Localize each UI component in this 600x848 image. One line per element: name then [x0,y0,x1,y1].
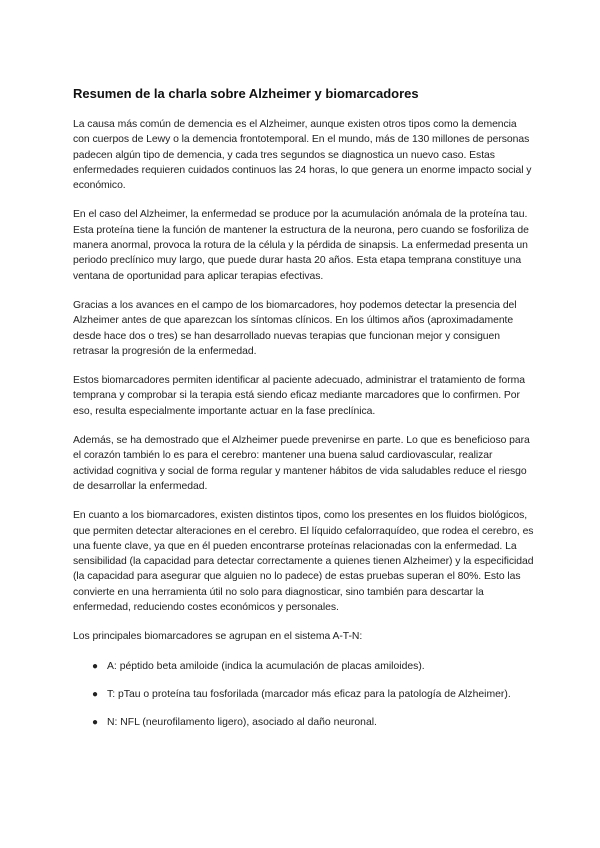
paragraph-prevention: Además, se ha demostrado que el Alzheimer puede prevenirse en parte. Lo que es beneficioso para el corazón también lo es para el cerebro: mantener una buena salud cardiovascular, realizar actividad cognitiva y social de forma regular y mantener hábitos de vida saludables reduce el riesgo de desarrollar la enfermedad. [73,435,530,492]
list-item [73,659,535,674]
paragraph-dementia-overview: La causa más común de demencia es el Alzheimer, aunque existen otros tipos como la demencia con cuerpos de Lewy o la demencia frontotemporal. En el mundo, más de 130 millones de personas padecen algún tipo de demencia, y cada tres segundos se diagnostica un nuevo caso. Estas enfermedades requieren cuidados continuos las 24 horas, lo que genera un enorme impacto social y económico. [73,119,532,192]
paragraph-tau-protein: En el caso del Alzheimer, la enfermedad se produce por la acumulación anómala de la proteína tau. Esta proteína tiene la función de mantener la estructura de la neurona, pero cuando se fosforiliza de manera anormal, provoca la rotura de la célula y la pérdida de sinapsis. La enfermedad presenta un periodo preclínico muy largo, que puede durar hasta 20 años. Esta etapa temprana constituye una ventana de oportunidad para aplicar terapias efectivas. [73,209,529,282]
paragraph-atn-intro: Los principales biomarcadores se agrupan en el sistema A-T-N: [73,631,363,643]
list-item [73,715,535,730]
list-item-text: A: péptido beta amiloide (indica la acumulación de placas amiloides). [107,660,425,672]
document-title: Resumen de la charla sobre Alzheimer y biomarcadores [73,86,419,101]
list-item [73,687,535,702]
bullet-icon: ● [92,660,99,672]
list-item-text: N: NFL (neurofilamento ligero), asociado al daño neuronal. [107,717,377,729]
bullet-icon: ● [92,717,99,729]
paragraph-patient-identification: Estos biomarcadores permiten identificar al paciente adecuado, administrar el tratamiento de forma temprana y comprobar si la terapia está siendo eficaz mediante marcadores que lo confirmen. Por eso, resulta especialmente importante actuar en la fase preclínica. [73,375,525,417]
paragraph-biomarker-advances: Gracias a los avances en el campo de los biomarcadores, hoy podemos detectar la presencia del Alzheimer antes de que aparezcan los síntomas clínicos. En los últimos años (aproximadamente desde hace dos o tres) se han desarrollado nuevas terapias que funcionan mejor y consiguen retrasar la progresión de la enfermedad. [73,299,517,357]
paragraph-fluid-biomarkers: En cuanto a los biomarcadores, existen distintos tipos, como los presentes en los fluidos biológicos, que permiten detectar alteraciones en el cerebro. El líquido cefalorraquídeo, que rodea el cerebro, es una fuente clave, ya que en él pueden encontrarse proteínas relacionadas con la enfermedad. La sensibilidad (la capacidad para detectar correctamente a quienes tienen Alzheimer) y la especificidad (la capacidad para asegurar que alguien no lo padece) de estas pruebas superan el 80%. Esto las convierte en una herramienta útil no solo para diagnosticar, sino también para descartar la enfermedad, reduciendo costes económicos y personales. [73,510,534,614]
bullet-icon: ● [92,688,99,700]
document-page [73,86,535,744]
atn-list [73,659,535,731]
list-item-text: T: pTau o proteína tau fosforilada (marcador más eficaz para la patología de Alzheimer). [107,688,511,700]
